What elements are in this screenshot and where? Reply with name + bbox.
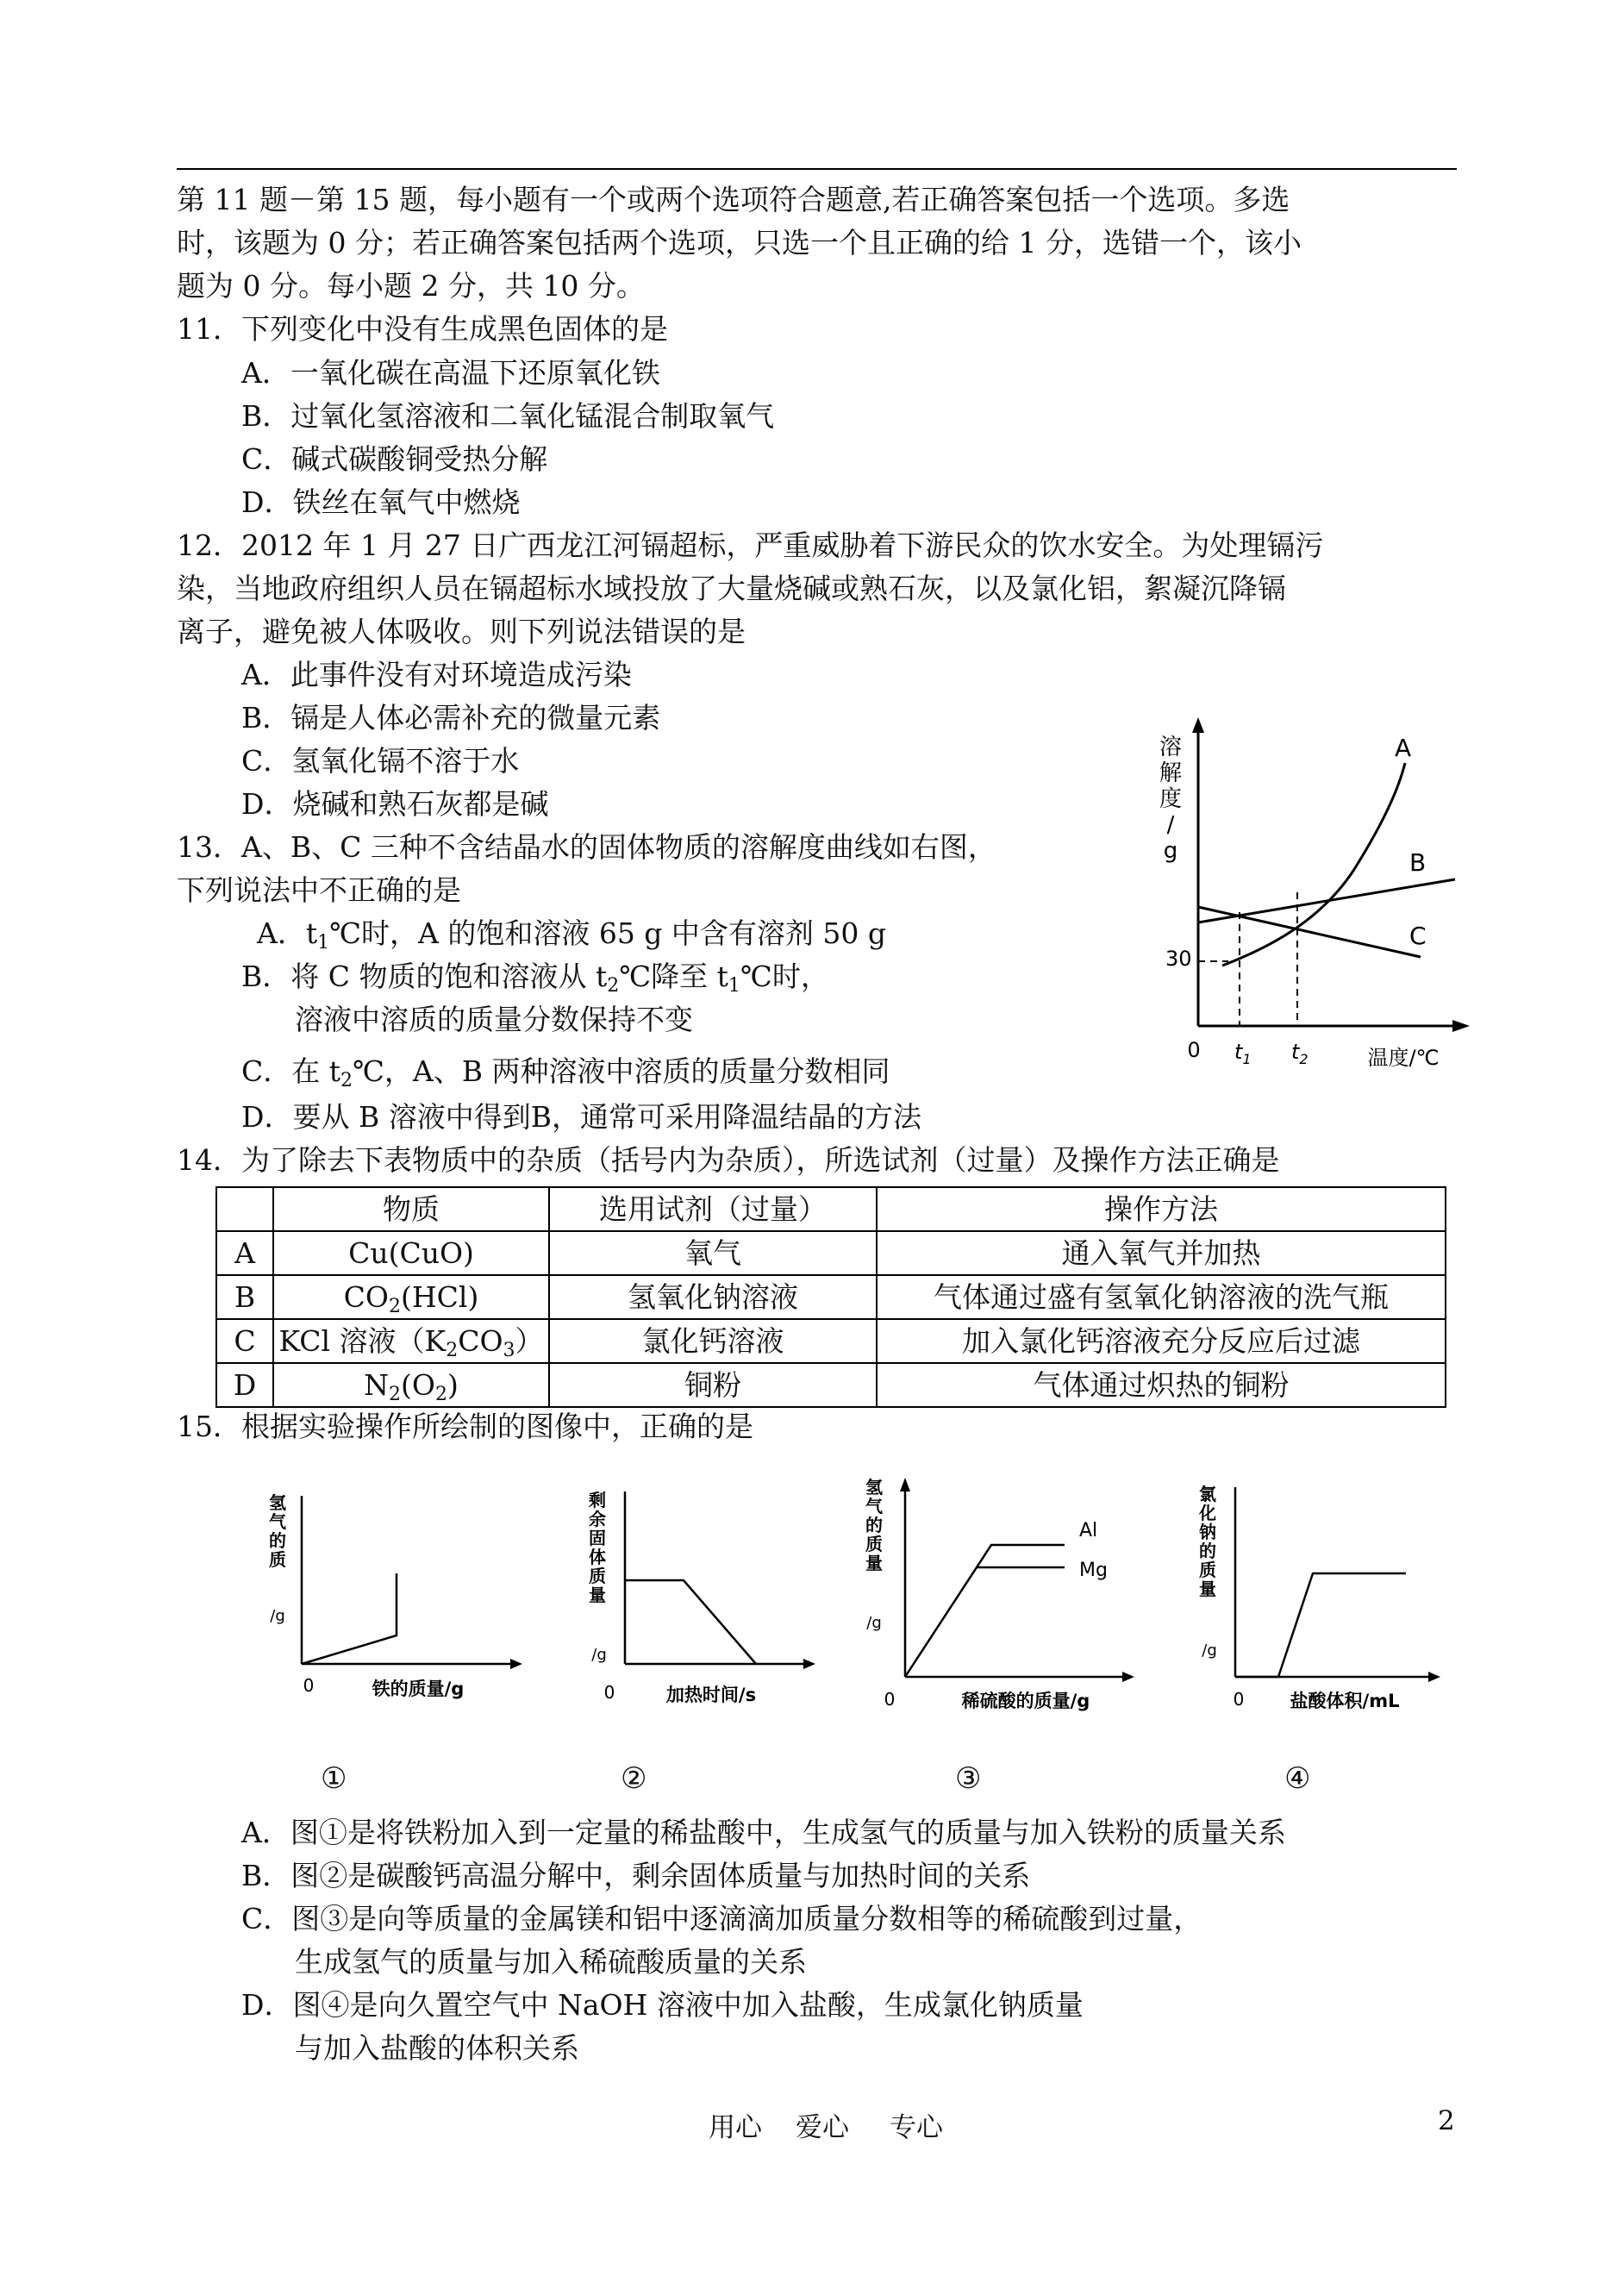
x-axis-arrow-icon (510, 1659, 522, 1669)
row-label: C (216, 1319, 273, 1363)
reagent-cell: 氧气 (549, 1231, 877, 1275)
table-row (216, 1319, 1446, 1363)
t1-label: $t_1$ (1234, 1040, 1252, 1067)
y-label-char: 化 (1199, 1503, 1216, 1523)
header-cell: 物质 (273, 1187, 549, 1231)
curve-a (1222, 763, 1405, 966)
y-label-char: 的 (1199, 1541, 1216, 1561)
q11-option-d: D．铁丝在氧气中燃烧 (241, 485, 521, 519)
y-axis-arrow-icon (1192, 717, 1204, 733)
x-axis-label: 温度/℃ (1367, 1046, 1440, 1070)
q11-stem: 11．下列变化中没有生成黑色固体的是 (177, 312, 668, 346)
footer-motto-3: 专心 (890, 2112, 943, 2143)
y-unit: /g (270, 1607, 285, 1625)
method-cell: 气体通过炽热的铜粉 (877, 1363, 1446, 1407)
intro-line-2: 时，该题为 0 分；若正确答案包括两个选项，只选一个且正确的给 1 分，选错一个，该小 (177, 226, 1302, 260)
q13-option-b-line1: B．将 C 物质的饱和溶液从 $t_2℃$降至 $t_1℃$时， (241, 960, 829, 997)
reagent-cell: 氢氧化钠溶液 (549, 1275, 877, 1319)
y-label-char: 气 (269, 1511, 286, 1532)
y-label-char: 的 (269, 1530, 286, 1551)
y-label-char: 质 (865, 1534, 883, 1554)
graph-1-number: ① (321, 1761, 347, 1796)
method-cell: 通入氧气并加热 (877, 1231, 1446, 1275)
q13-option-c: C．在 $t_2℃$，A、B 两种溶液中溶质的质量分数相同 (241, 1054, 890, 1091)
al-line (905, 1545, 1065, 1677)
substance-cell: KCl 溶液$(K_2CO_3)$ (273, 1319, 549, 1363)
q15-option-c-line2: 生成氢气的质量与加入稀硫酸质量的关系 (295, 1945, 807, 1979)
y-label-char: 体 (589, 1547, 606, 1567)
q13-stem-2: 下列说法中不正确的是 (177, 873, 461, 907)
origin-label: 0 (1233, 1689, 1245, 1710)
q13-option-b-line2: 溶液中溶质的质量分数保持不变 (295, 1003, 693, 1036)
y-unit: /g (866, 1614, 882, 1632)
y-label-char: 解 (1159, 760, 1183, 786)
q13-stem-1: 13．A、B、C 三种不含结晶水的固体物质的溶解度曲线如右图， (177, 830, 996, 864)
q12-stem-1: 12．2012 年 1 月 27 日广西龙江河镉超标，严重威胁着下游民众的饮水安全。为处理镉污 (177, 528, 1324, 562)
x-axis-arrow-icon (1122, 1672, 1134, 1682)
origin-label: 0 (884, 1689, 896, 1710)
q15-option-d-line1: D．图④是向久置空气中 NaOH 溶液中加入盐酸，生成氯化钠质量 (241, 1988, 1084, 2022)
q14-table (215, 1186, 1446, 1408)
q15-option-b: B．图②是碳酸钙高温分解中，剩余固体质量与加热时间的关系 (241, 1859, 1031, 1892)
q11-option-a: A．一氧化碳在高温下还原氧化铁 (241, 356, 660, 390)
graph-2-line (625, 1580, 756, 1664)
origin-label: 0 (603, 1682, 615, 1703)
y-label-char: 氯 (1199, 1484, 1216, 1504)
y-axis-arrow-icon (900, 1478, 910, 1491)
curve-b-label: B (1409, 848, 1427, 877)
y-unit: /g (1202, 1642, 1217, 1660)
curve-c (1198, 907, 1421, 957)
al-label: Al (1079, 1520, 1098, 1541)
row-label: B (216, 1275, 273, 1319)
q12-option-d: D．烧碱和熟石灰都是碱 (241, 787, 549, 821)
y-label-char: g (1163, 838, 1178, 864)
x-axis-label: 稀硫酸的质量/g (961, 1691, 1090, 1711)
mg-label: Mg (1079, 1560, 1108, 1581)
header-rule (177, 168, 1457, 170)
graph-3-number: ③ (955, 1761, 982, 1796)
x-axis-label: 盐酸体积/mL (1290, 1691, 1400, 1711)
footer-motto-2: 爱心 (796, 2112, 849, 2143)
q11-option-b: B．过氧化氢溶液和二氧化锰混合制取氧气 (241, 399, 775, 433)
graph-4-number: ④ (1284, 1761, 1311, 1796)
curve-c-label: C (1409, 922, 1427, 950)
reagent-cell: 铜粉 (549, 1363, 877, 1407)
q12-stem-2: 染，当地政府组织人员在镉超标水域投放了大量烧碱或熟石灰，以及氯化铝，絮凝沉降镉 (177, 572, 1286, 605)
table-row (216, 1231, 1446, 1275)
graph-1-line (302, 1573, 397, 1664)
page-number: 2 (1438, 2105, 1455, 2136)
q12-option-b: B．镉是人体必需补充的微量元素 (241, 701, 661, 735)
x-axis-arrow-icon (1452, 1020, 1470, 1032)
table-header-row (216, 1187, 1446, 1231)
x-axis-arrow-icon (803, 1659, 815, 1669)
q12-option-c: C．氢氧化镉不溶于水 (241, 744, 520, 778)
q12-stem-3: 离子，避免被人体吸收。则下列说法错误的是 (177, 615, 746, 648)
y-label-char: 量 (865, 1553, 883, 1573)
y-label-char: 量 (589, 1585, 606, 1605)
x-axis-arrow-icon (1428, 1672, 1440, 1682)
q15-option-a: A．图①是将铁粉加入到一定量的稀盐酸中，生成氢气的质量与加入铁粉的质量关系 (241, 1816, 1286, 1849)
q11-option-c: C．碱式碳酸铜受热分解 (241, 442, 548, 476)
y-label-char: 质 (269, 1549, 286, 1570)
y-label-char: 量 (1199, 1579, 1216, 1599)
row-label: D (216, 1363, 273, 1407)
y-label-char: / (1166, 812, 1175, 838)
graph-1 (259, 1491, 534, 1707)
header-cell: 操作方法 (877, 1187, 1446, 1231)
footer-motto-1: 用心 (709, 2112, 762, 2143)
solubility-graph (1146, 716, 1474, 1095)
y-unit: /g (591, 1646, 607, 1664)
y-label-char: 质 (589, 1566, 606, 1586)
q13-option-a: A．$t_1℃$时，A 的饱和溶液 65 g 中含有溶剂 50 g (257, 916, 887, 954)
y-label-char: 的 (865, 1515, 883, 1535)
origin-label: 0 (303, 1675, 315, 1696)
curve-a-label: A (1395, 734, 1412, 762)
header-cell (216, 1187, 273, 1231)
header-cell: 选用试剂（过量） (549, 1187, 877, 1231)
q15-option-c-line1: C．图③是向等质量的金属镁和铝中逐滴滴加质量分数相等的稀硫酸到过量， (241, 1902, 1202, 1935)
y-label-char: 质 (1199, 1560, 1216, 1580)
intro-line-1: 第 11 题－第 15 题，每小题有一个或两个选项符合题意,若正确答案包括一个选项。多选 (177, 183, 1290, 216)
intro-line-3: 题为 0 分。每小题 2 分，共 10 分。 (177, 269, 645, 303)
table-row (216, 1363, 1446, 1407)
table-row (216, 1275, 1446, 1319)
graph-2 (573, 1487, 832, 1711)
y-label-char: 钠 (1199, 1522, 1216, 1542)
y-label-char: 余 (589, 1509, 606, 1529)
y-label-char: 溶 (1159, 735, 1183, 760)
graph-4 (1185, 1483, 1452, 1716)
y-label-char: 气 (865, 1496, 883, 1516)
y-label-char: 氢 (865, 1477, 883, 1498)
graph-2-number: ② (621, 1761, 647, 1796)
substance-cell: $CO_2(HCl)$ (273, 1275, 549, 1319)
q15-option-d-line2: 与加入盐酸的体积关系 (295, 2031, 579, 2065)
q15-stem: 15．根据实验操作所绘制的图像中，正确的是 (177, 1410, 753, 1443)
substance-cell: Cu(CuO) (273, 1231, 549, 1275)
y-tick-30: 30 (1165, 947, 1192, 971)
row-label: A (216, 1231, 273, 1275)
method-cell: 气体通过盛有氢氧化钠溶液的洗气瓶 (877, 1275, 1446, 1319)
graph-4-line (1235, 1573, 1406, 1677)
q14-stem: 14．为了除去下表物质中的杂质（括号内为杂质），所选试剂（过量）及操作方法正确是 (177, 1143, 1280, 1177)
y-label-char: 固 (589, 1528, 606, 1548)
graph-3 (853, 1474, 1146, 1716)
y-label-char: 度 (1159, 786, 1183, 812)
y-label-char: 剩 (589, 1490, 606, 1510)
x-axis-label: 加热时间/s (665, 1685, 757, 1705)
x-axis-label: 铁的质量/g (372, 1679, 465, 1699)
q13-option-d: D．要从 B 溶液中得到B，通常可采用降温结晶的方法 (241, 1100, 921, 1134)
reagent-cell: 氯化钙溶液 (549, 1319, 877, 1363)
origin-label: 0 (1187, 1038, 1201, 1062)
t2-label: $t_2$ (1291, 1040, 1309, 1067)
substance-cell: $N_2(O_2)$ (273, 1363, 549, 1407)
method-cell: 加入氯化钙溶液充分反应后过滤 (877, 1319, 1446, 1363)
y-label-char: 氢 (269, 1492, 286, 1513)
q12-option-a: A．此事件没有对环境造成污染 (241, 658, 632, 691)
